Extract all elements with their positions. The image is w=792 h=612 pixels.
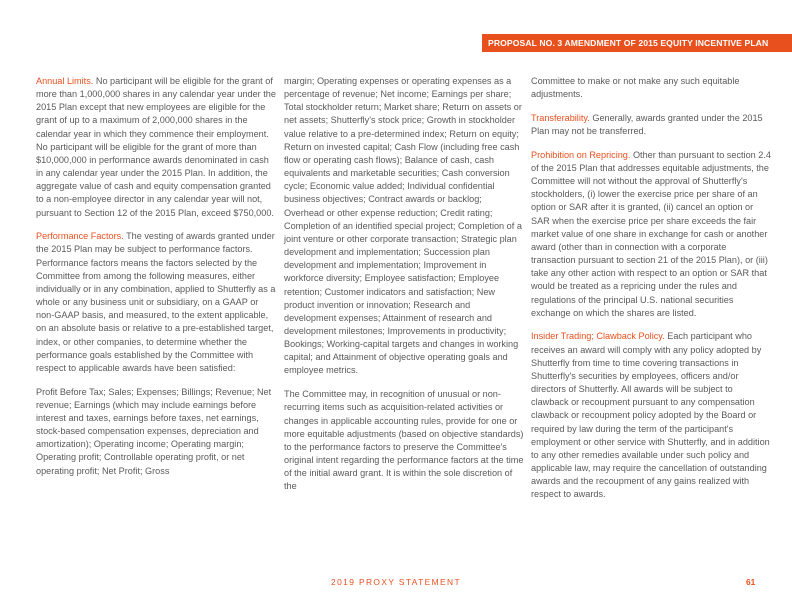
paragraph (36, 230, 276, 375)
paragraph-heading: Prohibition on Repricing. (531, 149, 631, 160)
paragraph-text: margin; Operating expenses or operating expenses as a percentage of revenue; Net income; Earnings per share; Total stockholder return; Market share; Return on assets or net assets; Shutterfly's stock price; Growth in stockholder value relative to a pre-determined index; Return on equity; Return on invested capital; Cash Flow (including free cash flow or operating cash flows); Balance of cash, cash equivalents and marketable securities; Cash conversion cycle; Economic value added; Individual confidential business objectives; Contract awards or backlog; Overhead or other expense reduction; Credit rating; Completion of an identified special project; Completion of a joint venture or other corporate transaction; Strategic plan development and implementation; Succession plan development and implementation; Improvement in workforce diversity; Employee satisfaction; Employee retention; Customer indicators and satisfaction; New product invention or innovation; Research and development expenses; Attainment of research and development milestones; Improvements in productivity; Bookings; Working-capital targets and changes in working capital; and Attainment of objective operating goals and employee metrics. (284, 76, 522, 376)
text-column-2 (284, 75, 524, 504)
paragraph-text: No participant will be eligible for the grant of more than 1,000,000 shares in any calendar year under the 2015 Plan except that new employees are eligible for the grant of up to a maximum of 2,000,000 shares in the calendar year in which they commence their employment. No participant will be eligible for the grant of more than $10,000,000 in performance awards denominated in cash in any calendar year under the 2015 Plan. In addition, the aggregate value of cash and equity compensation granted to a non-employee director in any calendar year will not, pursuant to Section 12 of the 2015 Plan, exceed $750,000. (36, 76, 276, 218)
paragraph (531, 112, 771, 138)
paragraph (531, 149, 771, 320)
text-column-3 (531, 75, 771, 512)
paragraph (284, 388, 524, 493)
paragraph-text: Generally, awards granted under the 2015 Plan may not be transferred. (531, 112, 763, 137)
paragraph-heading: Annual Limits. (36, 76, 94, 86)
section-header-title: PROPOSAL NO. 3 AMENDMENT OF 2015 EQUITY INCENTIVE PLAN (488, 38, 769, 48)
paragraph-heading: Insider Trading; Clawback Policy. (531, 331, 665, 342)
paragraph (36, 386, 276, 478)
paragraph-text: Other than pursuant to section 2.4 of the 2015 Plan that addresses equitable adjustments, the Committee will not without the approval of Shutterfly's stockholders, (i) lower the exercise price per share of an option or SAR after it is granted, (ii) cancel an option or SAR when the exercise price per share exceeds the fair market value of one share in exchange for cash or another award (other than in connection with a corporate transaction pursuant to section 21 of the 2015 Plan), or (iii) take any other action with respect to an option or SAR that would be treated as a repricing under the rules and regulations of the principal U.S. national securities exchange on which the shares are listed. (531, 149, 771, 318)
paragraph-text: The vesting of awards granted under the 2015 Plan may be subject to performance factors. Performance factors means the factors selected by the Committee from among the following measures, either individually or in any combination, applied to Shutterfly as a whole or any business unit or subsidiary, on a GAAP or non-GAAP basis, and measured, to the extent applicable, on an absolute basis or relative to a pre-established target, index, or other companies, to determine whether the performance goals established by the Committee with respect to applicable awards have been satisfied: (36, 231, 276, 373)
page-number: 61 (746, 577, 756, 587)
paragraph-text: Profit Before Tax; Sales; Expenses; Billings; Revenue; Net revenue; Earnings (which may include earnings before interest and taxes, earnings before taxes, net earnings, stock-based compensation expenses, depreciation and amortization); Operating income; Operating margin; Operating profit; Controllable operating profit, or net operating profit; Net Profit; Gross (36, 386, 272, 476)
paragraph-text: Committee to make or not make any such equitable adjustments. (531, 76, 740, 100)
paragraph-text: Each participant who receives an award will comply with any policy adopted by Shutterfly from time to time covering transactions in Shutterfly's securities by employees, officers and/or directors of Shutterfly. All awards will be subject to clawback or recoupment pursuant to any compensation clawback or recoupment policy adopted by the Board or required by law during the term of the participant's employment or other service with Shutterfly, and in addition to any other remedies available under such policy and applicable law, may require the cancellation of outstanding awards and the recoupment of any gains realized with respect to awards. (531, 331, 770, 500)
text-column-1 (36, 75, 276, 488)
footer-title: 2019 PROXY STATEMENT (331, 577, 461, 587)
paragraph (531, 75, 771, 101)
paragraph-heading: Performance Factors. (36, 231, 124, 242)
paragraph (531, 330, 771, 501)
paragraph-text: The Committee may, in recognition of unusual or non-recurring items such as acquisition-related activities or changes in applicable accounting rules, provide for one or more equitable adjustments (based on objective standards) to the performance factors to preserve the Committee's original intent regarding the performance factors at the time of the initial award grant. It is within the sole discretion of the (284, 389, 524, 492)
paragraph (284, 75, 524, 378)
paragraph-heading: Transferability. (531, 112, 590, 123)
section-header-bar (482, 34, 792, 52)
paragraph (36, 75, 276, 220)
